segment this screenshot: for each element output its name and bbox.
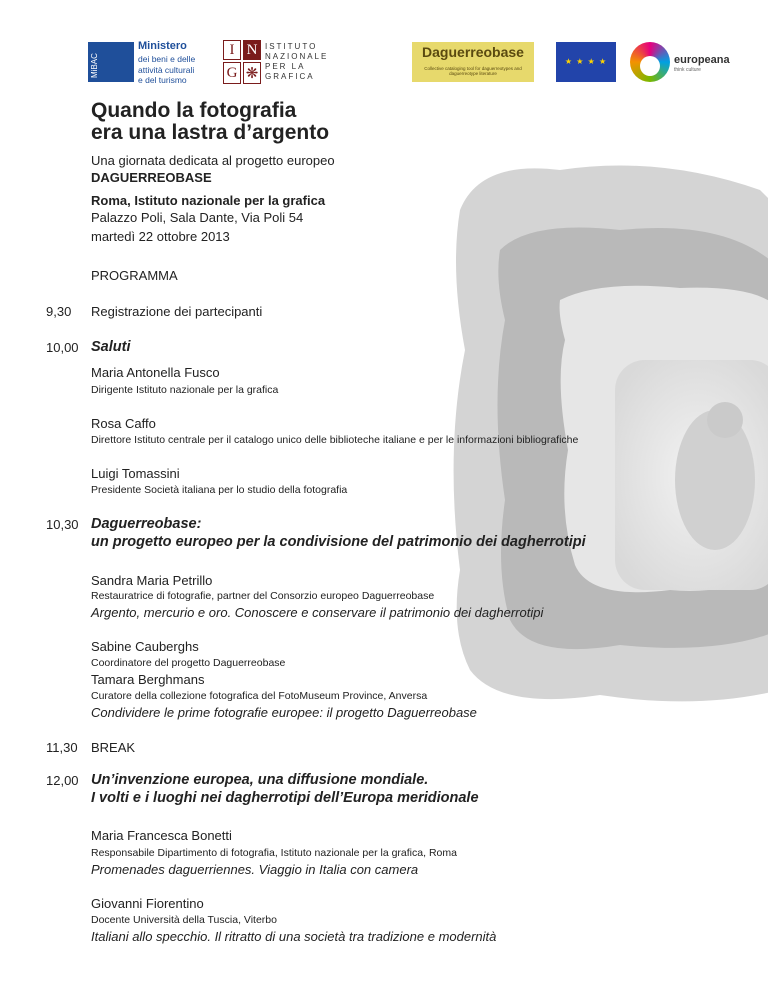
- section-title-line-1: Daguerreobase:: [91, 516, 202, 532]
- ing-emblem-icon: ❋: [243, 62, 261, 84]
- logo-bar: [0, 38, 768, 88]
- speaker-name: Maria Francesca Bonetti: [91, 828, 232, 843]
- section-title: [91, 515, 586, 551]
- speaker-role: Responsabile Dipartimento di fotografia, Istituto nazionale per la grafica, Roma: [91, 847, 457, 859]
- venue-address: Palazzo Poli, Sala Dante, Via Poli 54: [91, 210, 304, 225]
- speaker-name: Sabine Cauberghs: [91, 639, 199, 654]
- title-line-1: Quando la fotografia: [91, 99, 297, 122]
- section-title-line-2: un progetto europeo per la condivisione del patrimonio dei dagherrotipi: [91, 534, 586, 550]
- speaker-name: Giovanni Fiorentino: [91, 896, 204, 911]
- talk-title: Italiani allo specchio. Il ritratto di una società tra tradizione e modernità: [91, 929, 497, 944]
- page-title: [91, 100, 329, 144]
- time-label: 11,30: [46, 740, 78, 755]
- europeana-tagline: think culture: [674, 67, 701, 73]
- speaker-name: Rosa Caffo: [91, 416, 156, 431]
- speaker-name: Tamara Berghmans: [91, 672, 205, 687]
- speaker-role: Dirigente Istituto nazionale per la grafica: [91, 384, 279, 396]
- program-heading: PROGRAMMA: [91, 268, 178, 283]
- section-title: Saluti: [91, 339, 131, 355]
- speaker-role: Restauratrice di fotografie, partner del Consorzio europeo Daguerreobase: [91, 590, 435, 602]
- section-title-line-2: I volti e i luoghi nei dagherrotipi dell’Europa meridionale: [91, 790, 479, 806]
- mibac-text: dei beni e delle attività culturali e del turismo: [138, 54, 196, 85]
- speaker-name: Sandra Maria Petrillo: [91, 573, 213, 588]
- time-label: 12,00: [46, 773, 79, 788]
- speaker-role: Presidente Società italiana per lo studio della fotografia: [91, 484, 348, 496]
- time-label: 10,00: [46, 340, 79, 355]
- talk-title: Argento, mercurio e oro. Conoscere e conservare il patrimonio dei dagherrotipi: [91, 605, 544, 620]
- daguerreobase-logo-subtitle: Collective cataloging tool for daguerreotypes and daguerreotype literature: [424, 66, 522, 76]
- ing-letter: G: [223, 62, 241, 84]
- ing-letter: N: [243, 40, 261, 60]
- section-title-line-1: Un’invenzione europea, una diffusione mondiale.: [91, 772, 429, 788]
- speaker-role: Docente Università della Tuscia, Viterbo: [91, 914, 277, 926]
- subtitle: Una giornata dedicata al progetto europeo: [91, 153, 335, 168]
- eu-flag-logo: [556, 42, 616, 82]
- mibac-badge: [88, 42, 134, 82]
- ing-monogram: [223, 40, 261, 84]
- eu-stars-icon: ★ ★ ★ ★: [564, 57, 608, 66]
- event-date: martedì 22 ottobre 2013: [91, 229, 230, 244]
- venue-name: Roma, Istituto nazionale per la grafica: [91, 193, 326, 208]
- talk-title: Promenades daguerriennes. Viaggio in Italia con camera: [91, 862, 419, 877]
- ing-logo: [223, 40, 329, 84]
- time-label: 10,30: [46, 517, 79, 532]
- speaker-role: Curatore della collezione fotografica del FotoMuseum Province, Anversa: [91, 690, 428, 702]
- time-label: 9,30: [46, 304, 72, 319]
- session-label: Registrazione dei partecipanti: [91, 304, 263, 319]
- speaker-name: Maria Antonella Fusco: [91, 365, 220, 380]
- ing-text: ISTITUTO NAZIONALE PER LA GRAFICA: [265, 42, 329, 81]
- europeana-name: europeana: [674, 54, 730, 66]
- speaker-role: Coordinatore del progetto Daguerreobase: [91, 657, 286, 669]
- mibac-title: Ministero: [138, 40, 187, 52]
- title-line-2: era una lastra d’argento: [91, 121, 330, 144]
- speaker-role: Direttore Istituto centrale per il catalogo unico delle biblioteche italiane e per le informazioni bibliografiche: [91, 434, 579, 446]
- speaker-name: Luigi Tomassini: [91, 466, 180, 481]
- daguerreobase-logo-title: Daguerreobase: [422, 44, 524, 60]
- ing-letter: I: [223, 40, 241, 60]
- talk-title: Condividere le prime fotografie europee: il progetto Daguerreobase: [91, 705, 477, 720]
- project-name: DAGUERREOBASE: [91, 170, 212, 185]
- mibac-badge-text: MiBAC: [90, 53, 99, 78]
- europeana-circle-icon: [630, 42, 670, 82]
- mibac-logo: [88, 40, 218, 84]
- europeana-logo: [630, 38, 730, 86]
- daguerreobase-logo: [412, 42, 534, 82]
- background-frame-image: [440, 150, 768, 710]
- section-title: [91, 771, 479, 807]
- session-label: BREAK: [91, 740, 136, 755]
